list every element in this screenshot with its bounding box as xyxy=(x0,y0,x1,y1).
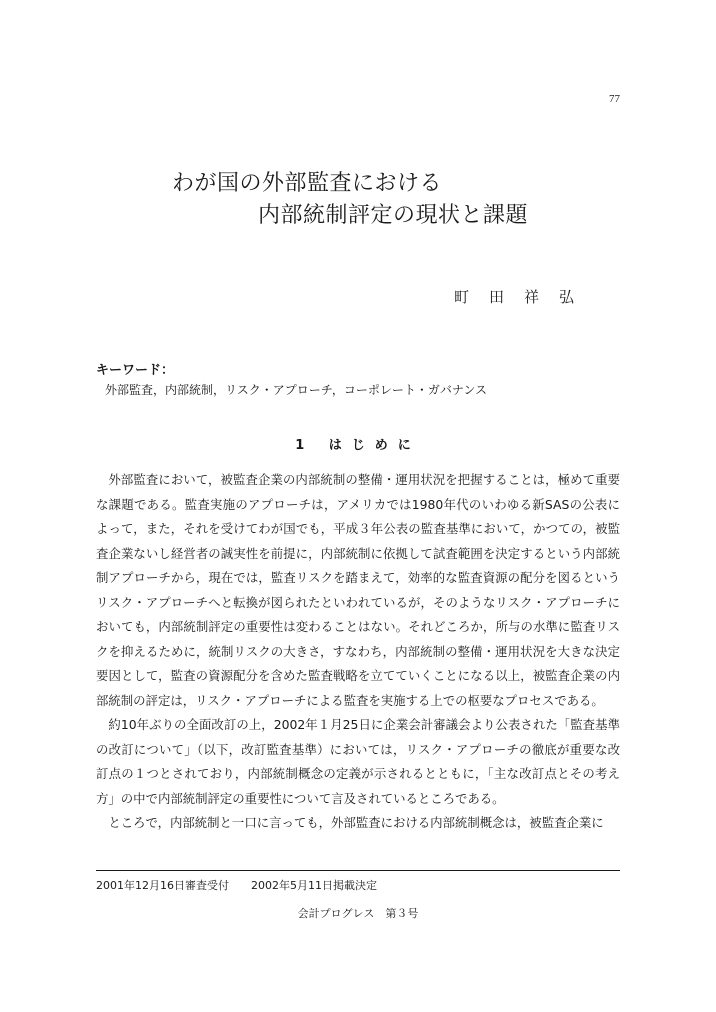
page-number: 77 xyxy=(609,93,620,105)
title-line-1: わが国の外部監査における xyxy=(172,171,443,196)
section-heading: 1 はじめに xyxy=(295,438,421,453)
author-name: 町田祥弘 xyxy=(454,288,595,306)
body-paragraph: 外部監査において，被監査企業の内部統制の整備・運用状況を把握することは，極めて重要な課題である。監査実施のアプローチは，アメリカでは1980年代のいわゆる新SASの公表によって，また，それを受けてわが国でも，平成３年公表の監査基準において，かつての，被監査企業ないし経営者の誠実性を前提に，内部統制に依拠して試査範囲を決定するという内部統制アプローチから，現在では，監査リスクを踏まえて，効率的な監査資源の配分を図るというリスク・アプローチへと転換が図られたといわれているが，そのようなリスク・アプローチにおいても，内部統制評定の重要性は変わることはない。それどころか，所与の水準に監査リスクを抑えるために，統制リスクの大きさ，すなわち，内部統制の整備・運用状況を大きな決定要因として，監査の資源配分を含めた監査戦略を立てていくことになる以上，被監査企業の内部統制の評定は，リスク・アプローチによる監査を実施する上での枢要なプロセスである。 xyxy=(96,472,620,708)
body-paragraph: ところで，内部統制と一口に言っても，外部監査における内部統制概念は，被監査企業に xyxy=(108,815,604,830)
accepted-date: 2002年5月11日掲載決定 xyxy=(251,879,377,892)
article-title xyxy=(0,168,716,232)
footer-divider xyxy=(96,870,620,871)
body-text xyxy=(96,468,620,836)
title-line-2: 内部統制評定の現状と課題 xyxy=(258,203,529,228)
received-date: 2001年12月16日審査受付 xyxy=(96,879,229,892)
keywords-label: キーワード： xyxy=(96,363,175,378)
body-paragraph: 約10年ぶりの全面改訂の上，2002年１月25日に企業会計審議会より公表された「監査基準の改訂について」（以下，改訂監査基準）においては，リスク・アプローチの徹底が重要な改訂点の１つとされており，内部統制概念の定義が示されるとともに，「主な改訂点とその考え方」の中で内部統制評定の重要性について言及されているところである。 xyxy=(96,717,620,806)
journal-name: 会計プログレス 第３号 xyxy=(297,907,419,920)
keywords-list: 外部監査，内部統制，リスク・アプローチ，コーポレート・ガバナンス xyxy=(105,383,487,397)
footer-dates xyxy=(96,877,377,893)
